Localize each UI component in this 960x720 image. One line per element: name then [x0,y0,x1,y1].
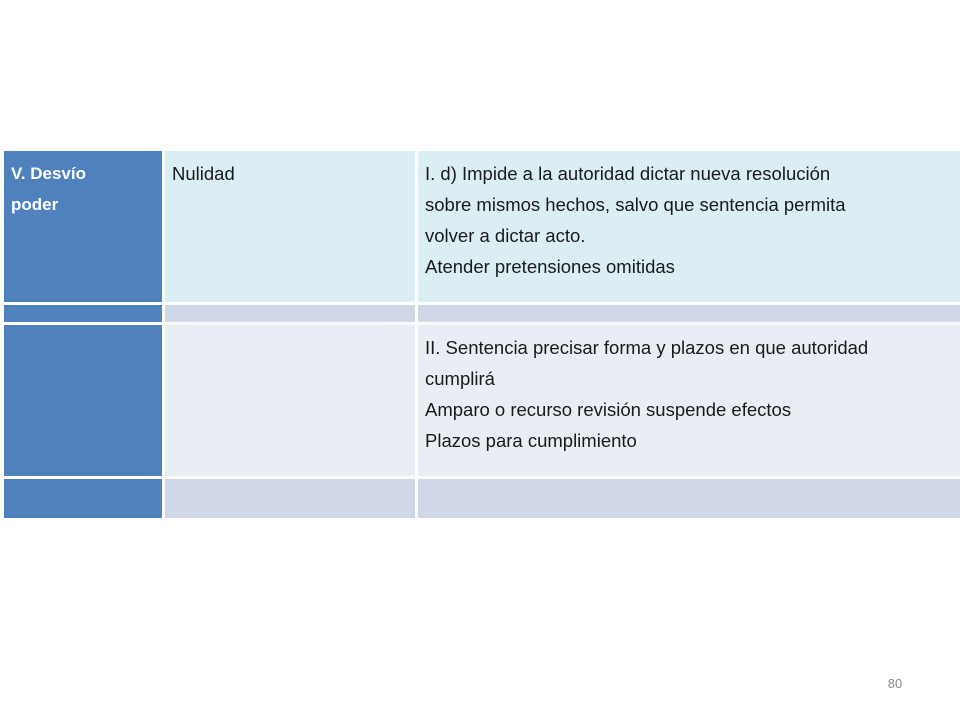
table-row [4,325,960,479]
description-line: cumplirá [425,368,495,389]
separator-row [4,479,960,521]
description-line: Plazos para cumplimiento [425,430,637,451]
type-cell [165,325,418,479]
category-label-line: V. Desvío [11,164,86,183]
separator-cell [4,305,165,325]
separator-cell [4,479,165,521]
description-line: Amparo o recurso revisión suspende efectos [425,399,792,420]
type-label: Nulidad [172,163,235,184]
category-label-line: poder [11,195,59,214]
category-cell [4,325,165,479]
separator-cell [165,479,418,521]
description-line: Atender pretensiones omitidas [425,256,675,277]
slide-table [4,151,960,521]
description-line: volver a dictar acto. [425,225,586,246]
separator-row [4,305,960,325]
category-cell [4,151,165,305]
table-row [4,151,960,305]
description-line: sobre mismos hechos, salvo que sentencia permita [425,194,846,215]
description-line: I. d) Impide a la autoridad dictar nueva resolución [425,163,831,184]
separator-cell [418,305,960,325]
description-cell [418,325,960,479]
separator-cell [418,479,960,521]
description-cell [418,151,960,305]
page-number: 80 [887,676,903,691]
description-line: II. Sentencia precisar forma y plazos en que autoridad [425,337,869,358]
separator-cell [165,305,418,325]
type-cell [165,151,418,305]
